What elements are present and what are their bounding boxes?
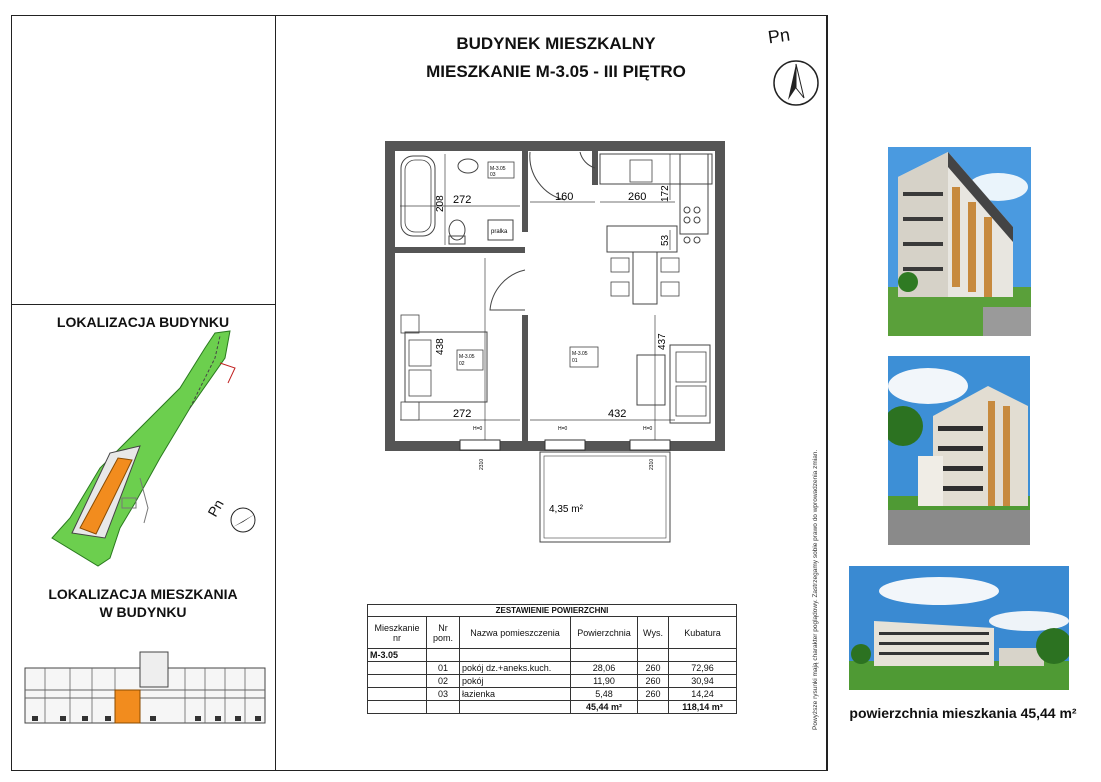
page-title-line2: MIESZKANIE M-3.05 - III PIĘTRO (426, 62, 686, 81)
col-header-volume: Kubatura (669, 617, 737, 649)
site-map (40, 328, 260, 573)
row-area: 5,48 (571, 688, 638, 701)
table-row (368, 662, 737, 675)
dim-bed-width: 272 (453, 408, 472, 420)
window-height-1: 2310 (479, 458, 485, 470)
page-title-line1: BUDYNEK MIESZKALNY (456, 34, 656, 53)
col-header-area: Powierzchnia (571, 617, 638, 649)
divider-right (826, 15, 827, 770)
dim-living-height: 437 (657, 333, 668, 350)
col-header-height: Wys. (638, 617, 669, 649)
flat-code: M-3.05 (368, 649, 427, 662)
table-caption: ZESTAWIENIE POWIERZCHNI (368, 605, 737, 617)
row-area: 11,90 (571, 675, 638, 688)
row-height: 260 (638, 675, 669, 688)
dim-bath-height: 208 (435, 195, 446, 212)
dim-kitchen-width: 260 (628, 191, 647, 203)
apartment-area-caption: powierzchnia mieszkania 45,44 m² (849, 705, 1077, 721)
dim-bath-width: 272 (453, 194, 472, 206)
room-01-code: M-3.05 (572, 351, 588, 357)
balcony-area: 4,35 m² (549, 504, 583, 515)
row-nr: 02 (427, 675, 460, 688)
north-arrow-icon (770, 58, 822, 108)
location-building-title: LOKALIZACJA BUDYNKU (56, 314, 230, 330)
table-row (368, 688, 737, 701)
dim-hall: 160 (555, 191, 574, 203)
appliance-label: pralka (491, 229, 508, 235)
col-header-nr: Nr pom. (427, 617, 460, 649)
north-label: Pn (766, 24, 792, 48)
row-name: pokój dz.+aneks.kuch. (460, 662, 571, 675)
window-label-2: H=0 (558, 426, 568, 432)
dim-bed-height: 438 (435, 338, 446, 355)
row-height: 260 (638, 688, 669, 701)
col-header-flat: Mieszkanie nr (368, 617, 427, 649)
room-03-num: 03 (490, 172, 496, 178)
window-label-1: H=0 (473, 426, 483, 432)
row-height: 260 (638, 662, 669, 675)
row-nr: 01 (427, 662, 460, 675)
dim-kitchen-53: 53 (660, 234, 671, 246)
row-nr: 03 (427, 688, 460, 701)
building-render-2 (888, 356, 1030, 545)
divider-left (275, 15, 276, 770)
row-name: łazienka (460, 688, 571, 701)
table-row (368, 675, 737, 688)
col-header-name: Nazwa pomieszczenia (460, 617, 571, 649)
disclaimer-note: Powyższe rysunki mają charakter poglądowy. Zastrzegamy sobie prawo do wprowadzenia zmian. (812, 449, 819, 730)
room-02-code: M-3.05 (459, 354, 475, 360)
row-volume: 30,94 (669, 675, 737, 688)
divider-left-horizontal (11, 304, 276, 305)
row-volume: 72,96 (669, 662, 737, 675)
total-area: 45,44 m² (571, 701, 638, 714)
building-render-3 (849, 566, 1069, 690)
location-flat-title-line1: LOKALIZACJA MIESZKANIA (48, 586, 238, 602)
site-north-label: Pn (204, 496, 227, 520)
site-north-arrow-icon (228, 505, 258, 535)
location-flat-title-line2: W BUDYNKU (99, 604, 187, 620)
surfaces-table (367, 604, 737, 714)
dim-kitchen-height: 172 (660, 185, 671, 202)
window-height-2: 2310 (649, 458, 655, 470)
room-02-num: 02 (459, 361, 465, 367)
dim-living-width: 432 (608, 408, 627, 420)
window-label-3: H=0 (643, 426, 653, 432)
total-volume: 118,14 m³ (669, 701, 737, 714)
floor-plan (385, 140, 725, 550)
row-name: pokój (460, 675, 571, 688)
row-area: 28,06 (571, 662, 638, 675)
row-volume: 14,24 (669, 688, 737, 701)
building-footprint (20, 650, 270, 730)
building-render-1 (888, 147, 1031, 336)
room-01-num: 01 (572, 358, 578, 364)
room-03-code: M-3.05 (490, 166, 506, 172)
